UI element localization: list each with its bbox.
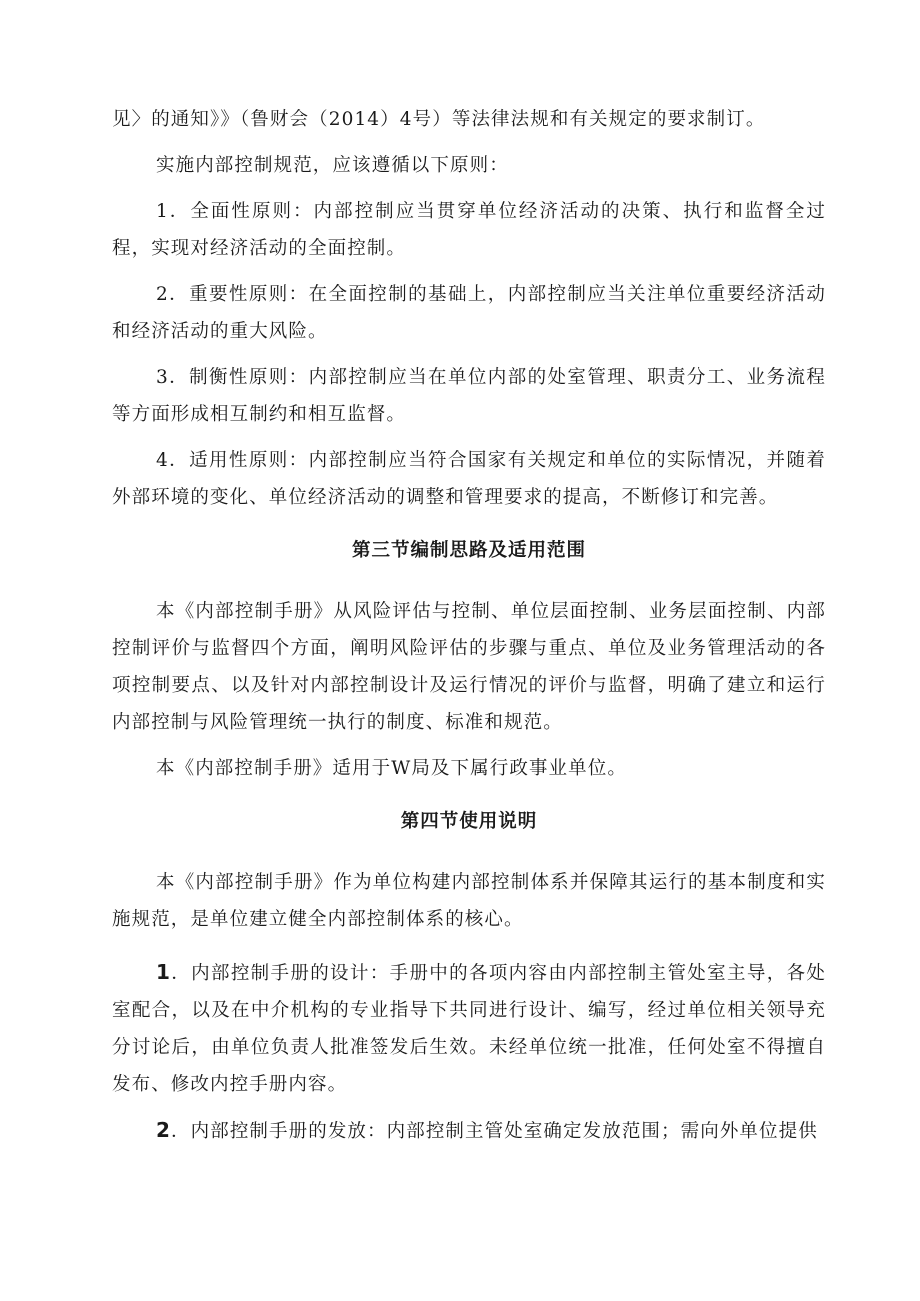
section-4-heading: 第四节使用说明 [400,811,538,832]
paragraph-principle-2: 2．重要性原则：在全面控制的基础上，内部控制应当关注单位重要经济活动和经济活动的重大风险。 [112,284,826,342]
paragraph-usage-item-2 [112,1112,826,1150]
usage-item-1-number: 1 [156,960,172,984]
paragraph-principle-4: 4．适用性原则：内部控制应当符合国家有关规定和单位的实际情况，并随着外部环境的变化、单位经济活动的调整和管理要求的提高，不断修订和完善。 [112,450,826,508]
document-page [112,101,826,1159]
paragraph-section3-scope: 本《内部控制手册》适用于W局及下属行政事业单位。 [156,758,627,779]
usage-item-2-text: ．内部控制手册的发放：内部控制主管处室确定发放范围；需向外单位提供 [171,1121,818,1142]
paragraph-continuation: 见〉的通知》》（鲁财会（2014）4号）等法律法规和有关规定的要求制订。 [112,109,766,130]
paragraph-principle-1: 1．全面性原则：内部控制应当贯穿单位经济活动的决策、执行和监督全过程，实现对经济活动的全面控制。 [112,201,826,259]
usage-item-1-text: ．内部控制手册的设计：手册中的各项内容由内部控制主管处室主导，各处室配合，以及在中介机构的专业指导下共同进行设计、编写，经过单位相关领导充分讨论后，由单位负责人批准签发后生效。未经单位统一批准，任何处室不得擅自发布、修改内控手册内容。 [112,963,826,1095]
paragraph-principle-3: 3．制衡性原则：内部控制应当在单位内部的处室管理、职责分工、业务流程等方面形成相互制约和相互监督。 [112,367,826,425]
paragraph-section3-body: 本《内部控制手册》从风险评估与控制、单位层面控制、业务层面控制、内部控制评价与监督四个方面，阐明风险评估的步骤与重点、单位及业务管理活动的各项控制要点、以及针对内部控制设计及运行情况的评价与监督，明确了建立和运行内部控制与风险管理统一执行的制度、标准和规范。 [112,601,826,733]
section-3-heading: 第三节编制思路及适用范围 [351,540,586,561]
usage-item-2-number: 2 [156,1118,172,1142]
paragraph-section4-intro: 本《内部控制手册》作为单位构建内部控制体系并保障其运行的基本制度和实施规范，是单位建立健全内部控制体系的核心。 [112,872,826,930]
paragraph-usage-item-1 [112,954,826,1103]
paragraph-principles-intro: 实施内部控制规范，应该遵循以下原则： [156,155,509,176]
